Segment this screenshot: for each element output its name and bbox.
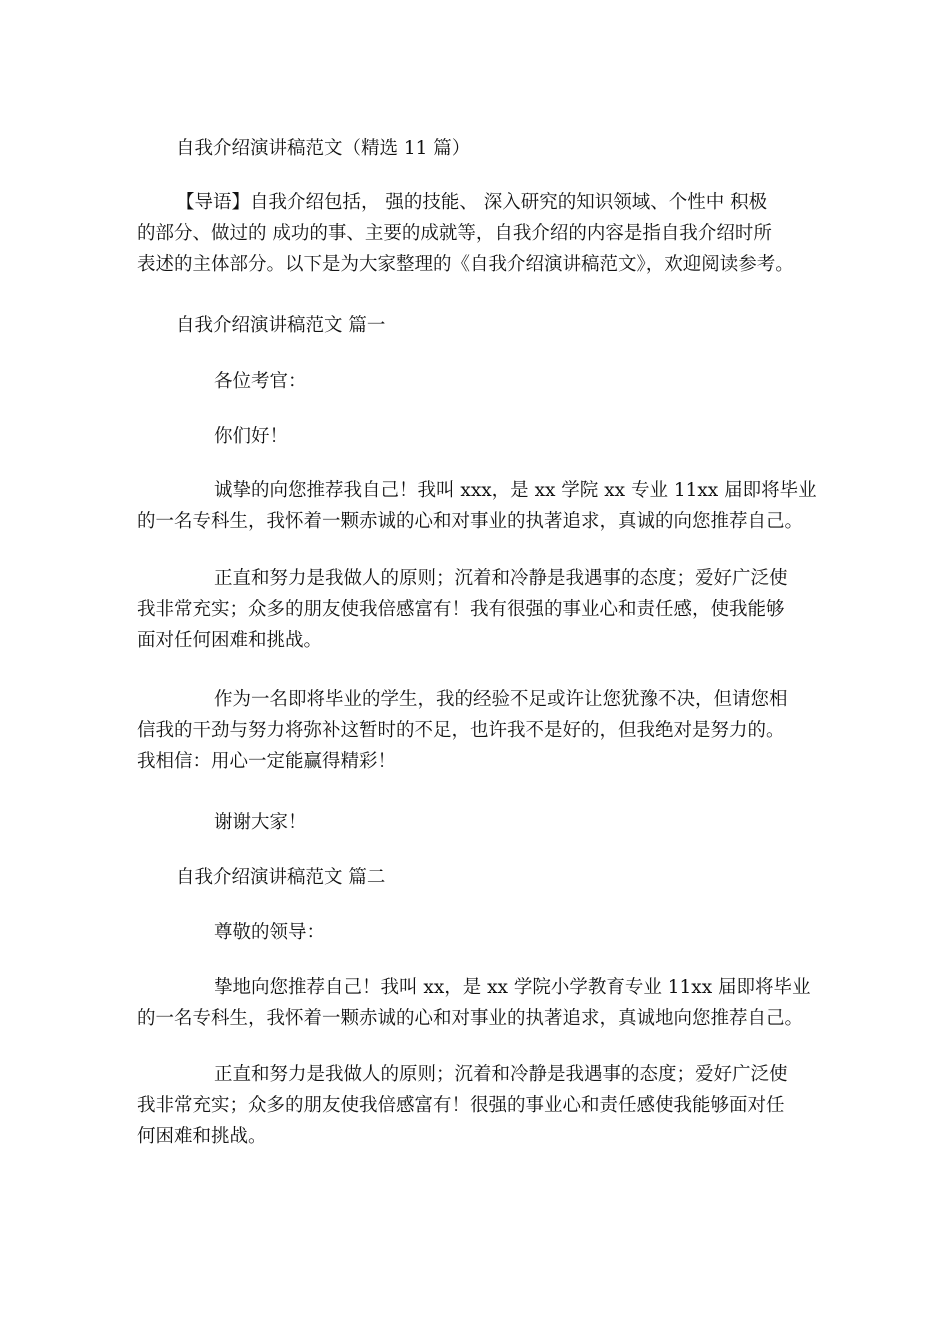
- section1-closing: 谢谢大家！: [214, 812, 307, 833]
- section2-salutation: 尊敬的领导：: [214, 922, 326, 943]
- intro-paragraph: 【导语】自我介绍包括， 强的技能、 深入研究的知识领域、个性中 积极 的部分、做过的 成功的事、主要的成就等，自我介绍的内容是指自我介绍时所 表述的主体部分。以下是为大家整理的《自我介绍演讲稿范文》，欢迎阅读参考。: [137, 192, 794, 275]
- section1-paragraph-2: 正直和努力是我做人的原则；沉着和冷静是我遇事的态度；爱好广泛使 我非常充实；众多的朋友使我倍感富有！我有很强的事业心和责任感，使我能够 面对任何困难和挑战。: [137, 568, 788, 651]
- section2-paragraph-2: 正直和努力是我做人的原则；沉着和冷静是我遇事的态度；爱好广泛使 我非常充实；众多的朋友使我倍感富有！很强的事业心和责任感使我能够面对任 何困难和挑战。: [137, 1064, 788, 1147]
- section1-greeting: 你们好！: [214, 426, 289, 447]
- section2-paragraph-1: 挚地向您推荐自己！我叫 xx，是 xx 学院小学教育专业 11xx 届即将毕业 的一名专科生，我怀着一颗赤诚的心和对事业的执著追求，真诚地向您推荐自己。: [137, 977, 811, 1029]
- section2-heading: 自我介绍演讲稿范文 篇二: [176, 867, 386, 888]
- section1-heading: 自我介绍演讲稿范文 篇一: [176, 315, 386, 336]
- section1-salutation: 各位考官：: [214, 371, 307, 392]
- document-title: 自我介绍演讲稿范文（精选 11 篇）: [176, 138, 471, 159]
- section1-paragraph-1: 诚挚的向您推荐我自己！我叫 xxx，是 xx 学院 xx 专业 11xx 届即将毕业 的一名专科生，我怀着一颗赤诚的心和对事业的执著追求，真诚的向您推荐自己。: [137, 480, 817, 532]
- section1-paragraph-3: 作为一名即将毕业的学生，我的经验不足或许让您犹豫不决，但请您相 信我的干劲与努力将弥补这暂时的不足，也许我不是好的，但我绝对是努力的。 我相信：用心一定能赢得精彩！: [137, 689, 788, 772]
